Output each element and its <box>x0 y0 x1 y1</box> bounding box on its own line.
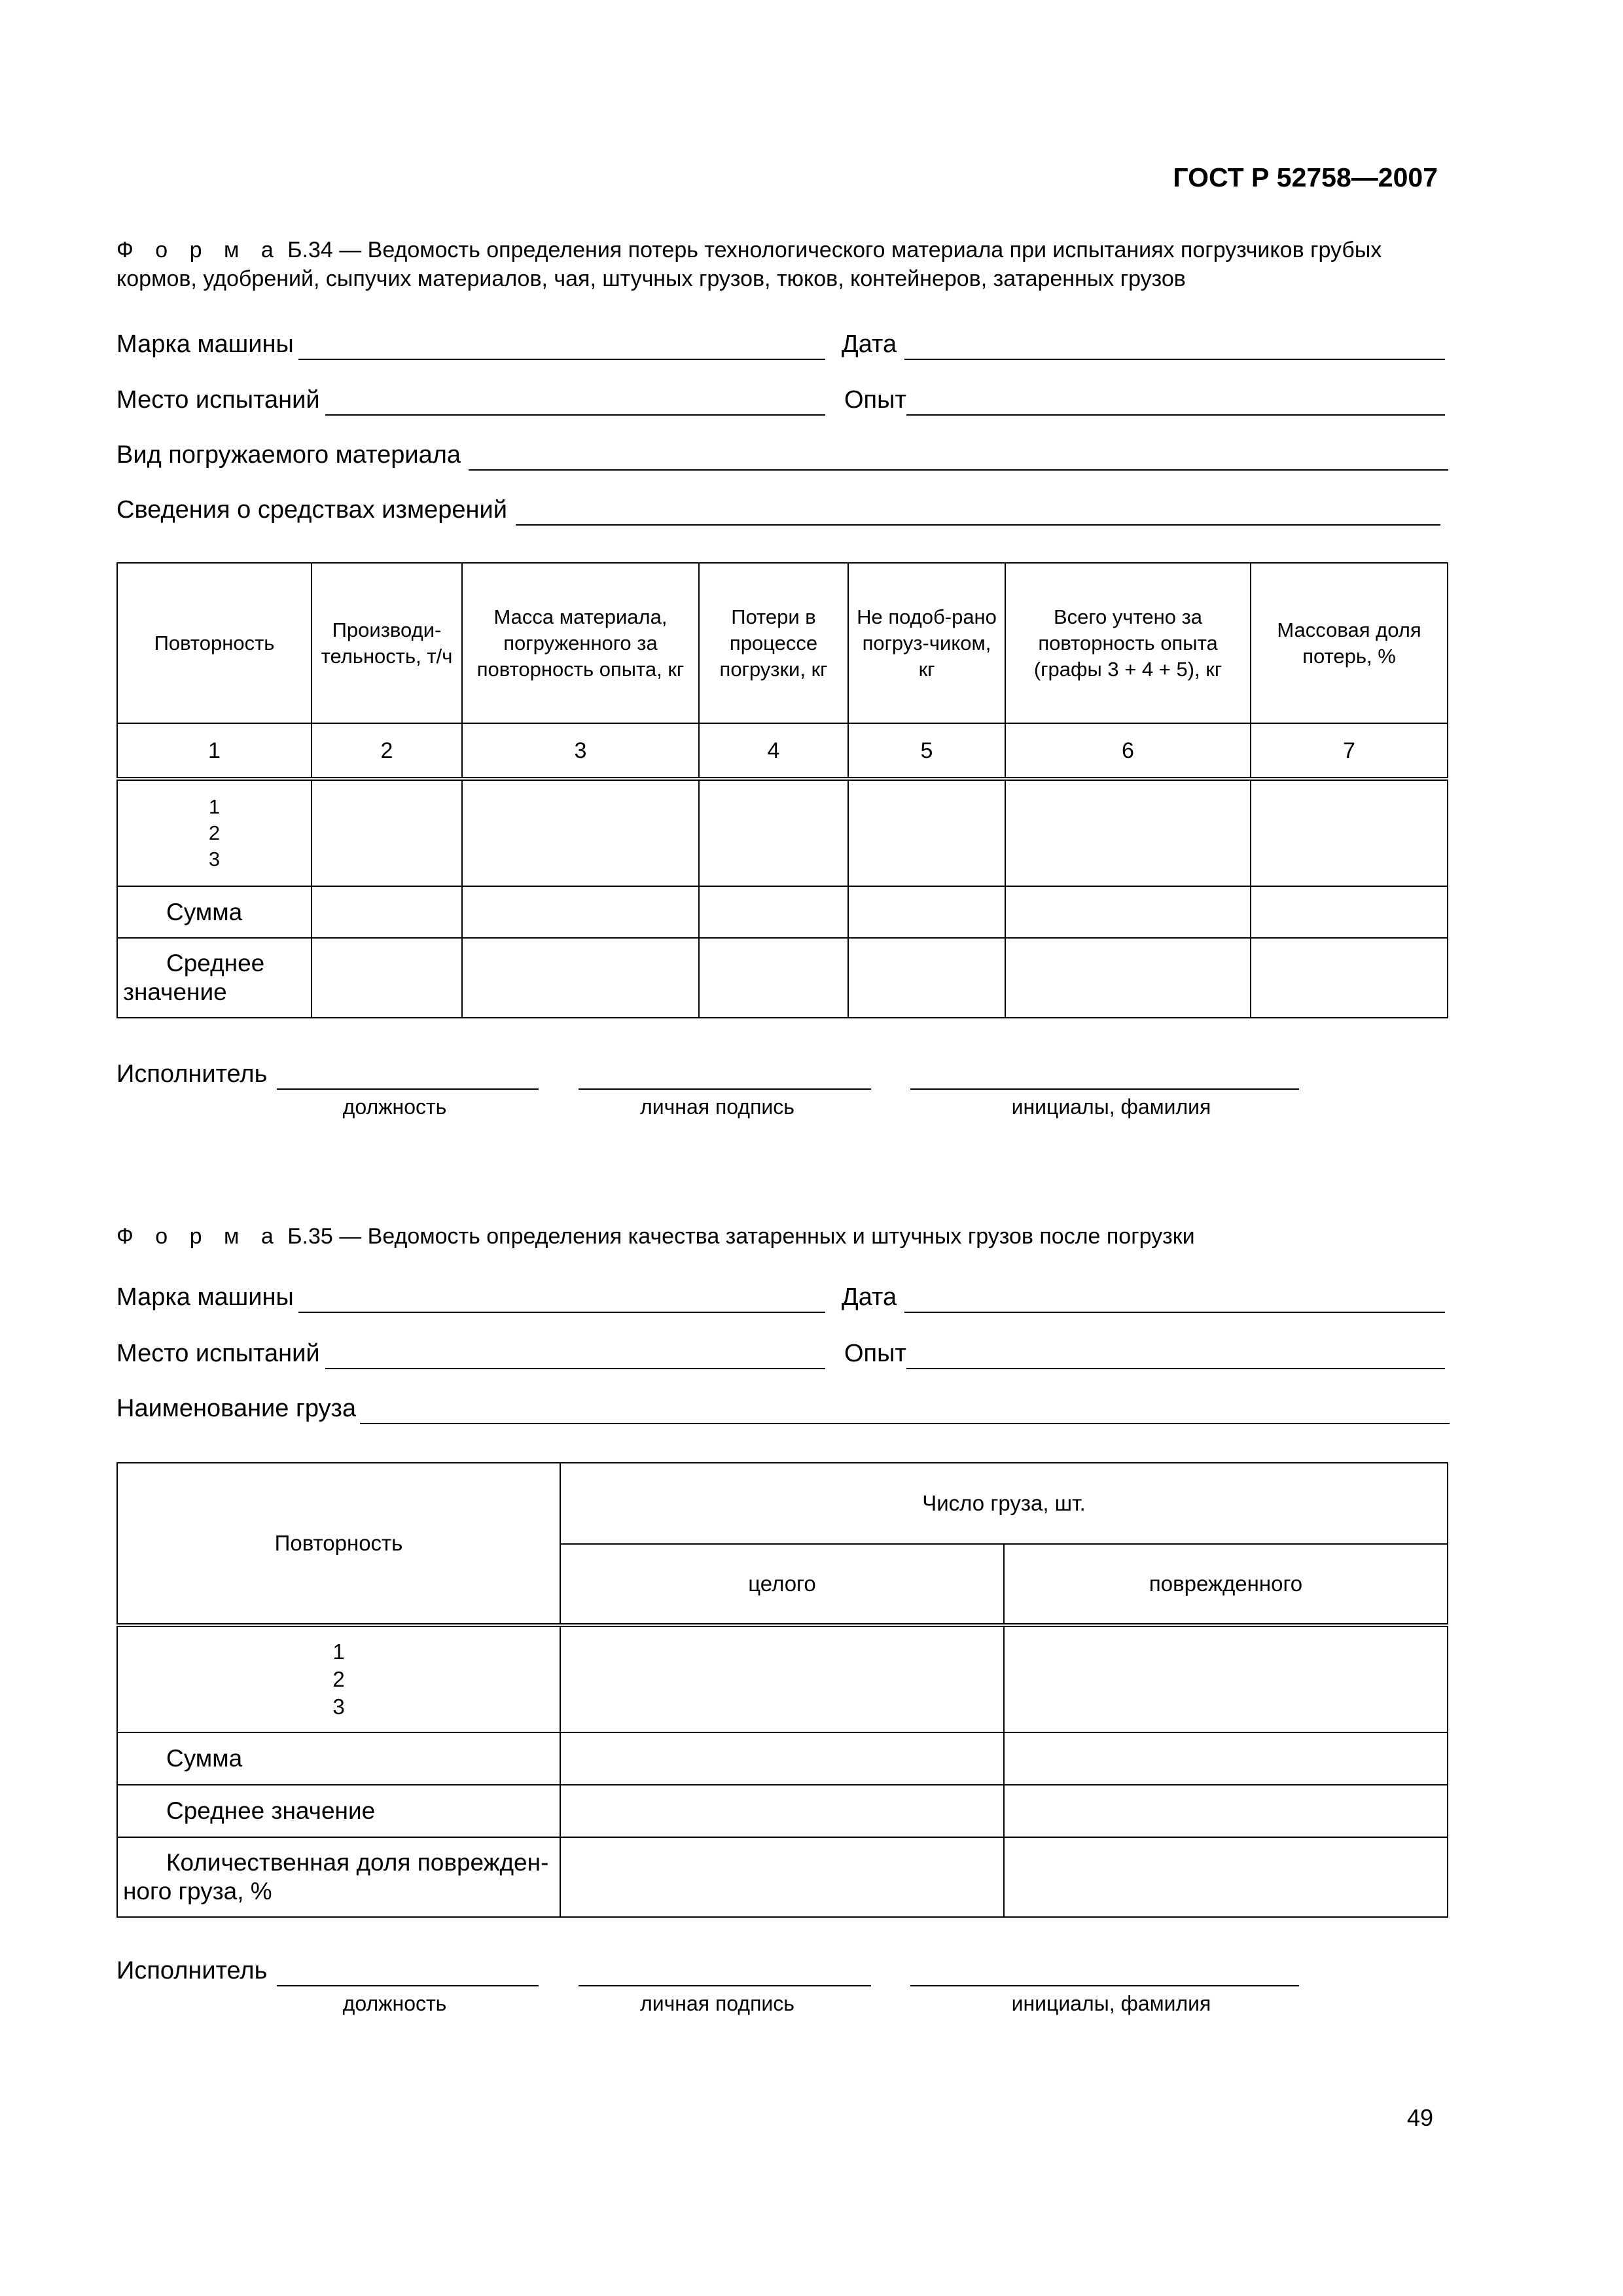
form34-input-cell[interactable] <box>699 779 848 886</box>
form35-table <box>116 1462 1448 1918</box>
form34-input-cell[interactable] <box>312 779 462 886</box>
form34-executor-label: Исполнитель <box>116 1060 268 1088</box>
form34-colnum-6: 6 <box>1005 723 1251 779</box>
form35-input-cell[interactable] <box>1004 1785 1448 1837</box>
form34-caption <box>116 236 1433 293</box>
form34-input-cell[interactable] <box>1005 886 1251 938</box>
form34-header-repetition: Повторность <box>117 563 312 723</box>
form34-input-cell[interactable] <box>462 938 699 1018</box>
form35-repetitions-row <box>117 1625 1448 1732</box>
form35-machine-brand-label: Марка машины <box>116 1283 294 1311</box>
form35-header-row-1 <box>117 1463 1448 1544</box>
form35-mean-row <box>117 1785 1448 1837</box>
form35-header-count: Число груза, шт. <box>560 1463 1448 1544</box>
form34-machine-brand-line[interactable] <box>298 359 825 360</box>
form34-colnum-5: 5 <box>848 723 1005 779</box>
form35-share-label: Количественная доля поврежден-ного груза, % <box>117 1837 560 1917</box>
form34-input-cell[interactable] <box>462 779 699 886</box>
form34-header-loss-share: Массовая доля потерь, % <box>1251 563 1448 723</box>
form34-input-cell[interactable] <box>1005 779 1251 886</box>
form34-header-total: Всего учтено за повторность опыта (графы 3 + 4 + 5), кг <box>1005 563 1251 723</box>
form34-input-cell[interactable] <box>1251 886 1448 938</box>
form34-repetition-1: 1 <box>208 795 221 818</box>
form34-column-number-row <box>117 723 1448 779</box>
form34-mean-row <box>117 938 1448 1018</box>
form34-repetition-3: 3 <box>208 848 221 870</box>
form34-machine-brand-label: Марка машины <box>116 331 294 358</box>
form34-input-cell[interactable] <box>699 886 848 938</box>
form35-input-cell[interactable] <box>560 1732 1004 1785</box>
form35-signature-caption: личная подпись <box>640 1992 794 2015</box>
form35-machine-brand-line[interactable] <box>298 1312 825 1313</box>
form35-name-caption: инициалы, фамилия <box>1011 1992 1211 2015</box>
form34-input-cell[interactable] <box>1005 938 1251 1018</box>
form34-caption-text: Б.34 — Ведомость определения потерь технологического материала при испытаниях погрузчиков грубых кормов, удобрений, сыпучих материалов, чая, штучных грузов, тюков, контейнеров, затаренных грузов <box>116 238 1382 291</box>
form35-caption-prefix: Ф о р м а <box>116 1224 281 1249</box>
page-number: 49 <box>1406 2104 1433 2131</box>
form34-position-line[interactable] <box>277 1088 539 1090</box>
form34-repetitions-cell <box>117 779 312 886</box>
form34-input-cell[interactable] <box>848 938 1005 1018</box>
form35-position-line[interactable] <box>277 1985 539 1986</box>
form35-executor-label: Исполнитель <box>116 1957 268 1984</box>
form34-name-line[interactable] <box>910 1088 1299 1090</box>
form34-input-cell[interactable] <box>699 938 848 1018</box>
form34-measuring-info-line[interactable] <box>516 524 1440 526</box>
form35-share-row <box>117 1837 1448 1917</box>
form34-input-cell[interactable] <box>1251 938 1448 1018</box>
form34-test-place-label: Место испытаний <box>116 386 320 414</box>
form34-caption-prefix: Ф о р м а <box>116 238 281 262</box>
form34-sum-row <box>117 886 1448 938</box>
form34-material-type-line[interactable] <box>469 469 1448 471</box>
form34-colnum-2: 2 <box>312 723 462 779</box>
form34-experiment-label: Опыт <box>844 386 906 414</box>
form35-repetition-2: 2 <box>332 1667 345 1691</box>
form34-header-row <box>117 563 1448 723</box>
form34-signature-caption: личная подпись <box>640 1095 794 1119</box>
form34-repetition-2: 2 <box>208 821 221 844</box>
form34-material-type-label: Вид погружаемого материала <box>116 441 461 469</box>
form34-header-loading-losses: Потери в процессе погрузки, кг <box>699 563 848 723</box>
form34-measuring-info-label: Сведения о средствах измерений <box>116 496 507 524</box>
form35-header-whole: целого <box>560 1544 1004 1625</box>
form35-cargo-name-label: Наименование груза <box>116 1395 357 1422</box>
form34-colnum-7: 7 <box>1251 723 1448 779</box>
form35-date-label: Дата <box>842 1283 897 1311</box>
form35-header-repetition: Повторность <box>117 1463 560 1625</box>
form34-date-line[interactable] <box>904 359 1445 360</box>
form34-colnum-3: 3 <box>462 723 699 779</box>
form34-experiment-line[interactable] <box>906 414 1445 416</box>
form34-header-not-picked: Не подоб-рано погруз-чиком, кг <box>848 563 1005 723</box>
form35-input-cell[interactable] <box>560 1837 1004 1917</box>
form35-name-line[interactable] <box>910 1985 1299 1986</box>
form35-sum-label: Сумма <box>117 1732 560 1785</box>
form35-repetitions-cell <box>117 1625 560 1732</box>
form34-test-place-line[interactable] <box>325 414 825 416</box>
form34-position-caption: должность <box>342 1095 447 1119</box>
form35-input-cell[interactable] <box>560 1785 1004 1837</box>
form35-caption-text: Б.35 — Ведомость определения качества затаренных и штучных грузов после погрузки <box>287 1224 1195 1249</box>
form34-sum-label: Сумма <box>117 886 312 938</box>
form34-name-caption: инициалы, фамилия <box>1011 1095 1211 1119</box>
form34-mean-label: Среднее значение <box>117 938 312 1018</box>
form34-input-cell[interactable] <box>848 886 1005 938</box>
form35-input-cell[interactable] <box>1004 1732 1448 1785</box>
form35-input-cell[interactable] <box>1004 1837 1448 1917</box>
form34-table <box>116 562 1448 1018</box>
form35-cargo-name-line[interactable] <box>360 1423 1450 1424</box>
form34-signature-line[interactable] <box>579 1088 871 1090</box>
form35-test-place-label: Место испытаний <box>116 1340 320 1367</box>
form35-header-damaged: поврежденного <box>1004 1544 1448 1625</box>
document-standard-number: ГОСТ Р 52758—2007 <box>1173 162 1438 192</box>
form34-input-cell[interactable] <box>462 886 699 938</box>
form34-header-productivity: Производи-тельность, т/ч <box>312 563 462 723</box>
form34-input-cell[interactable] <box>1251 779 1448 886</box>
form35-input-cell[interactable] <box>1004 1625 1448 1732</box>
form35-date-line[interactable] <box>904 1312 1445 1313</box>
form35-experiment-line[interactable] <box>906 1368 1445 1369</box>
form35-input-cell[interactable] <box>560 1625 1004 1732</box>
form34-input-cell[interactable] <box>312 938 462 1018</box>
form34-repetitions-row <box>117 779 1448 886</box>
form34-input-cell[interactable] <box>848 779 1005 886</box>
form34-date-label: Дата <box>842 331 897 358</box>
form34-colnum-1: 1 <box>117 723 312 779</box>
form35-repetition-3: 3 <box>332 1695 345 1719</box>
form35-experiment-label: Опыт <box>844 1340 906 1367</box>
form35-caption <box>116 1222 1433 1251</box>
form35-test-place-line[interactable] <box>325 1368 825 1369</box>
form35-position-caption: должность <box>342 1992 447 2015</box>
form35-signature-line[interactable] <box>579 1985 871 1986</box>
form35-mean-label: Среднее значение <box>117 1785 560 1837</box>
form35-sum-row <box>117 1732 1448 1785</box>
form34-header-loaded-mass: Масса материала, погруженного за повторность опыта, кг <box>462 563 699 723</box>
form35-repetition-1: 1 <box>332 1640 345 1664</box>
form34-input-cell[interactable] <box>312 886 462 938</box>
form34-colnum-4: 4 <box>699 723 848 779</box>
